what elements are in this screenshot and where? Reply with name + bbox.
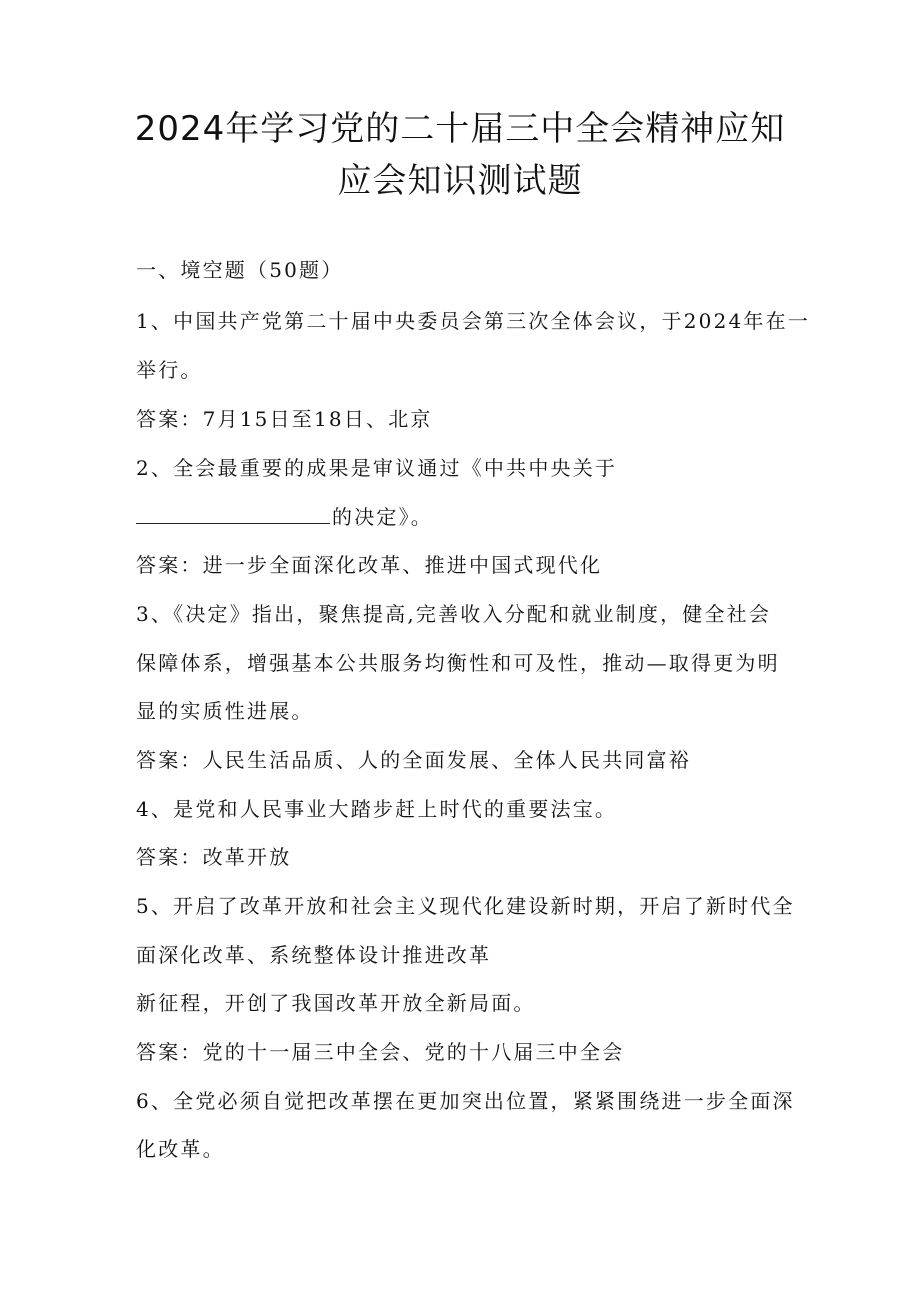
question-3-line-3: 显的实质性进展。 — [136, 699, 314, 723]
question-5-line-1: 5、开启了改革开放和社会主义现代化建设新时期，开启了新时代全 — [136, 894, 795, 918]
answer-5: 答案：党的十一届三中全会、党的十八届三中全会 — [136, 1040, 625, 1064]
document-title-line-1: 2024年学习党的二十届三中全会精神应知 — [134, 109, 786, 149]
question-6-line-2: 化改革。 — [136, 1137, 225, 1161]
answer-1: 答案：7月15日至18日、北京 — [136, 407, 433, 431]
answer-2: 答案：进一步全面深化改革、推进中国式现代化 — [136, 553, 603, 577]
fill-in-blank — [136, 505, 330, 524]
question-1-line-1: 1、中国共产党第二十届中央委员会第三次全体会议，于2024年在一 — [136, 309, 811, 333]
question-5-line-2: 面深化改革、系统整体设计推进改革 — [136, 943, 492, 967]
question-6-line-1: 6、全党必须自觉把改革摆在更加突出位置，紧紧围绕进一步全面深 — [136, 1089, 795, 1113]
question-4: 4、是党和人民事业大踏步赶上时代的重要法宝。 — [136, 797, 618, 821]
answer-3: 答案：人民生活品质、人的全面发展、全体人民共同富裕 — [136, 748, 691, 772]
section-heading: 一、境空题（50题） — [136, 258, 344, 282]
document-title-line-2: 应会知识测试题 — [337, 161, 583, 201]
question-2-line-2-text: 的决定》。 — [332, 505, 433, 529]
question-5-line-3: 新征程，开创了我国改革开放全新局面。 — [136, 991, 536, 1015]
question-3-line-1: 3、《决定》指出，聚焦提高,完善收入分配和就业制度，健全社会 — [136, 602, 772, 626]
question-2-line-2 — [136, 503, 433, 531]
question-1-line-2: 举行。 — [136, 358, 203, 382]
question-3-line-2: 保障体系，增强基本公共服务均衡性和可及性，推动—取得更为明 — [136, 651, 780, 675]
answer-4: 答案：改革开放 — [136, 845, 292, 869]
question-2-line-1: 2、全会最重要的成果是审议通过《中共中央关于 — [136, 456, 618, 480]
